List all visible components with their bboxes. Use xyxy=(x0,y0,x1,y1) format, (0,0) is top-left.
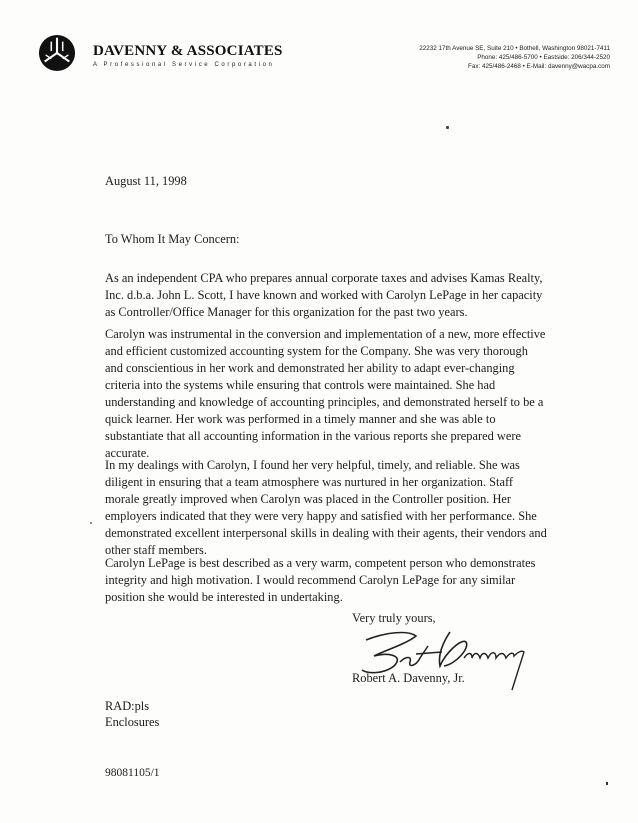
paragraph-3 xyxy=(105,457,565,559)
typist-initials: RAD:pls xyxy=(105,699,150,713)
document-number: 98081105/1 xyxy=(105,767,160,779)
signer-name: Robert A. Davenny, Jr. xyxy=(352,671,465,685)
closing: Very truly yours, xyxy=(352,611,436,625)
paragraph-1 xyxy=(105,270,565,321)
firm-tagline: A Professional Service Corporation xyxy=(93,62,275,68)
fax-email-line: Fax: 425/486-2468 • E-Mail: davenny@wacpa.com xyxy=(468,63,610,71)
paragraph-line: quick learner. Her work was performed in a timely manner and she was able to xyxy=(105,412,496,426)
paragraph-line: demonstrated excellent interpersonal skills in dealing with their agents, their vendors and xyxy=(105,526,547,540)
firm-logo-icon xyxy=(38,34,76,72)
paragraph-4 xyxy=(105,555,565,606)
phone-line: Phone: 425/486-5700 • Eastside: 206/344-2520 xyxy=(477,54,610,62)
enclosures-note: Enclosures xyxy=(105,715,160,729)
paragraph-line: as Controller/Office Manager for this organization for the past two years. xyxy=(105,305,468,319)
paragraph-line: understanding and knowledge of accounting principles, and demonstrated herself to be a xyxy=(105,395,544,409)
address-line: 22232 17th Avenue SE, Suite 210 • Bothell, Washington 98021-7411 xyxy=(419,45,610,52)
paragraph-line: integrity and high motivation. I would recommend Carolyn LePage for any similar xyxy=(105,573,516,587)
paragraph-line: morale greatly improved when Carolyn was placed in the Controller position. Her xyxy=(105,492,512,506)
paragraph-line: Carolyn was instrumental in the conversion and implementation of a new, more effective xyxy=(105,327,546,341)
stray-mark xyxy=(90,522,92,524)
paragraph-line: substantiate that all accounting information in the various reports she prepared were xyxy=(105,429,521,443)
paragraph-line: position she would be interested in undertaking. xyxy=(105,590,343,604)
paragraph-line: and efficient customized accounting system for the Company. She was very thorough xyxy=(105,344,528,358)
paragraph-line: and conscientious in her work and demonstrated her ability to adapt ever-changing xyxy=(105,361,515,375)
firm-address-block xyxy=(419,44,610,72)
paragraph-line: diligent in ensuring that a team atmosphere was nurtured in her organization. Staff xyxy=(105,475,513,489)
salutation: To Whom It May Concern: xyxy=(105,232,240,246)
firm-name: DAVENNY & ASSOCIATES xyxy=(93,43,283,59)
paragraph-line: As an independent CPA who prepares annual corporate taxes and advises Kamas Realty, xyxy=(105,271,543,285)
paragraph-line: Inc. d.b.a. John L. Scott, I have known and worked with Carolyn LePage in her capacity xyxy=(105,288,543,302)
letter-date: August 11, 1998 xyxy=(105,174,187,188)
paragraph-line: Carolyn LePage is best described as a very warm, competent person who demonstrates xyxy=(105,556,536,570)
paragraph-line: criteria into the systems while ensuring that controls were maintained. She had xyxy=(105,378,496,392)
paragraph-2 xyxy=(105,326,565,462)
paragraph-line: In my dealings with Carolyn, I found her very helpful, timely, and reliable. She was xyxy=(105,458,520,472)
stray-mark xyxy=(606,782,608,785)
paragraph-line: employers indicated that they were very happy and satisfied with her performance. She xyxy=(105,509,537,523)
paragraph-line: other staff members. xyxy=(105,543,207,557)
paragraph-line: accurate. xyxy=(105,446,150,460)
stray-mark xyxy=(446,126,449,129)
